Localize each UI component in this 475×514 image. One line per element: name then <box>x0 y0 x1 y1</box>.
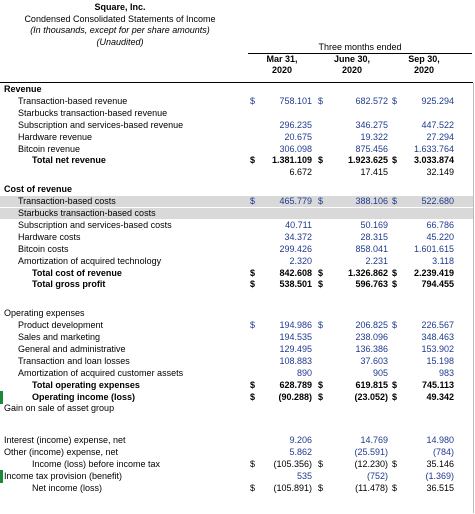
dollar-sign: $ <box>250 267 256 278</box>
header-divider <box>0 82 473 83</box>
row-label: Interest (income) expense, net <box>4 435 126 446</box>
row-label: Revenue <box>4 84 42 94</box>
value-cell <box>392 196 454 207</box>
row-label: Income tax provision (benefit) <box>4 470 123 481</box>
value-text: 20.675 <box>284 131 312 142</box>
value-text: (1.369) <box>425 470 454 481</box>
value-cell <box>392 447 454 458</box>
value-text: 2.320 <box>289 255 312 266</box>
statement-row <box>0 435 473 446</box>
value-cell <box>250 332 312 343</box>
value-cell <box>392 471 454 482</box>
value-cell <box>250 132 312 143</box>
value-text: 2.231 <box>365 255 388 266</box>
value-cell <box>318 120 388 131</box>
cell-marker <box>0 470 3 483</box>
value-text: (784) <box>432 447 454 458</box>
dollar-sign: $ <box>392 482 398 493</box>
dollar-sign: $ <box>250 391 256 402</box>
value-cell <box>392 435 454 446</box>
value-text: 108.883 <box>279 355 312 366</box>
dollar-sign: $ <box>392 155 398 166</box>
row-label: Cost of revenue <box>4 184 73 195</box>
row-label: Amortization of acquired customer assets <box>18 367 184 378</box>
dollar-sign: $ <box>318 482 324 493</box>
value-text: 296.235 <box>279 119 312 130</box>
value-text: 348.463 <box>421 332 454 342</box>
dollar-sign: $ <box>250 279 256 290</box>
value-text: 50.169 <box>360 219 388 230</box>
dollar-sign: $ <box>250 379 256 390</box>
value-cell <box>318 435 388 446</box>
row-label: Operating expenses <box>4 308 85 319</box>
row-label: Transaction and loan losses <box>18 355 130 366</box>
statement-row <box>0 84 473 95</box>
value-cell <box>250 144 312 155</box>
value-cell <box>250 320 312 331</box>
statement-row <box>0 320 473 331</box>
statement-row <box>0 132 473 143</box>
row-label: Hardware revenue <box>18 131 93 142</box>
dollar-sign: $ <box>392 95 398 106</box>
value-cell <box>392 279 454 290</box>
row-label: Subscription and services-based costs <box>18 219 172 230</box>
row-label: Total operating expenses <box>32 379 140 390</box>
row-label: Amortization of acquired technology <box>18 255 162 266</box>
value-text: 1.633.764 <box>413 143 454 154</box>
value-cell <box>392 244 454 255</box>
dollar-sign: $ <box>318 379 324 390</box>
value-text: 905 <box>372 367 388 378</box>
statement-row <box>0 403 473 414</box>
value-cell <box>318 459 388 470</box>
statement-row <box>0 144 473 155</box>
value-cell <box>318 256 388 267</box>
value-text: (90.288) <box>278 391 312 402</box>
value-text: 890 <box>296 367 312 378</box>
value-cell <box>392 380 454 391</box>
value-cell <box>318 167 388 178</box>
row-label: Product development <box>18 320 104 331</box>
value-text: (23.052) <box>354 391 388 402</box>
value-cell <box>318 447 388 458</box>
value-cell <box>392 332 454 343</box>
statement-row <box>0 167 473 178</box>
value-text: 32.149 <box>426 167 454 178</box>
statement-row <box>0 332 473 343</box>
value-text: (105.356) <box>273 459 312 469</box>
value-text: (11.478) <box>355 482 388 493</box>
value-cell <box>250 268 312 279</box>
value-text: 925.294 <box>421 95 454 106</box>
dollar-sign: $ <box>392 459 398 469</box>
value-text: 40.711 <box>285 219 312 230</box>
dollar-sign: $ <box>318 155 324 166</box>
value-cell <box>392 356 454 367</box>
dollar-sign: $ <box>392 267 398 278</box>
statement-row <box>0 196 473 207</box>
value-cell <box>392 232 454 243</box>
row-label: Subscription and services-based revenue <box>18 119 184 130</box>
value-cell <box>392 132 454 143</box>
statement-row <box>0 308 473 319</box>
column-header-q3: Sep 30, 2020 <box>408 54 440 75</box>
value-cell <box>392 144 454 155</box>
value-text: 2.239.419 <box>413 267 454 278</box>
dollar-sign: $ <box>318 391 324 402</box>
statement-row <box>0 96 473 107</box>
dollar-sign: $ <box>318 267 324 278</box>
column-header-q2: June 30, 2020 <box>333 54 371 75</box>
statement-row <box>0 368 473 379</box>
value-cell <box>318 320 388 331</box>
value-cell <box>318 220 388 231</box>
statement-row <box>0 459 473 470</box>
statement-row <box>0 380 473 391</box>
value-cell <box>250 483 312 494</box>
statement-row <box>0 419 473 430</box>
value-cell <box>318 483 388 494</box>
value-text: 535 <box>296 470 312 481</box>
value-text: (12.230) <box>354 459 388 469</box>
value-text: 794.455 <box>421 279 454 290</box>
value-text: 306.098 <box>279 143 312 154</box>
value-text: 226.567 <box>421 320 454 331</box>
row-label: Transaction-based costs <box>18 196 116 207</box>
value-text: 15.198 <box>426 355 454 366</box>
value-text: 66.786 <box>426 219 454 230</box>
dollar-sign: $ <box>318 279 324 290</box>
statement-row <box>0 244 473 255</box>
row-label: General and administrative <box>18 343 126 354</box>
units-note: (In thousands, except for per share amounts) <box>30 25 210 35</box>
value-cell <box>250 96 312 107</box>
value-cell <box>250 279 312 290</box>
value-text: 34.372 <box>284 231 312 242</box>
value-text: 1.923.625 <box>347 155 388 166</box>
value-text: 49.342 <box>426 391 454 402</box>
value-text: 129.495 <box>279 343 312 354</box>
value-text: 1.381.109 <box>271 155 312 166</box>
value-text: 858.041 <box>355 243 388 254</box>
value-cell <box>392 392 454 403</box>
statement-header <box>0 0 240 48</box>
dollar-sign: $ <box>250 482 256 493</box>
value-text: 9.206 <box>289 435 312 446</box>
statement-row <box>0 392 473 403</box>
value-text: 983 <box>438 367 454 378</box>
value-cell <box>392 320 454 331</box>
value-text: 619.815 <box>355 379 388 390</box>
value-text: 35.146 <box>426 459 454 469</box>
value-text: 1.601.615 <box>413 243 454 254</box>
value-text: 36.515 <box>426 482 454 493</box>
value-cell <box>318 132 388 143</box>
dollar-sign: $ <box>392 379 398 390</box>
value-cell <box>250 256 312 267</box>
value-text: 17.415 <box>360 167 388 178</box>
row-label: Operating income (loss) <box>32 391 136 402</box>
value-cell <box>318 196 388 207</box>
value-cell <box>318 279 388 290</box>
statement-row <box>0 184 473 195</box>
statement-title: Condensed Consolidated Statements of Income <box>24 13 216 24</box>
value-text: 465.779 <box>279 196 312 207</box>
value-text: 842.608 <box>279 267 312 278</box>
value-cell <box>250 435 312 446</box>
value-cell <box>250 232 312 243</box>
row-label: Income (loss) before income tax <box>32 459 161 469</box>
value-cell <box>392 344 454 355</box>
period-group-header: Three months ended <box>248 42 472 54</box>
statement-row <box>0 155 473 166</box>
row-label: Starbucks transaction-based revenue <box>18 107 168 118</box>
value-text: (25.591) <box>354 447 388 458</box>
value-cell <box>250 167 312 178</box>
value-text: 14.769 <box>360 435 388 446</box>
dollar-sign: $ <box>250 155 256 166</box>
statement-row <box>0 356 473 367</box>
value-text: (752) <box>366 470 388 481</box>
statement-row <box>0 447 473 458</box>
value-text: (105.891) <box>273 482 312 493</box>
value-text: 628.789 <box>279 379 312 390</box>
dollar-sign: $ <box>250 459 256 469</box>
row-label: Total net revenue <box>32 155 106 166</box>
statement-row <box>0 344 473 355</box>
value-text: 206.825 <box>355 320 388 331</box>
value-text: 27.294 <box>426 131 454 142</box>
value-cell <box>250 244 312 255</box>
statement-row <box>0 220 473 231</box>
value-cell <box>250 380 312 391</box>
value-cell <box>250 471 312 482</box>
right-border <box>473 83 474 513</box>
value-cell <box>318 144 388 155</box>
value-text: 45.220 <box>426 231 454 242</box>
value-cell <box>250 220 312 231</box>
row-label: Bitcoin costs <box>18 243 69 254</box>
value-cell <box>250 356 312 367</box>
statement-row <box>0 108 473 119</box>
value-text: 682.572 <box>355 95 388 106</box>
row-label: Bitcoin revenue <box>18 143 81 154</box>
cell-marker <box>0 391 3 404</box>
value-text: 875.456 <box>355 143 388 154</box>
value-cell <box>250 196 312 207</box>
value-text: 3.118 <box>432 255 454 266</box>
value-cell <box>318 232 388 243</box>
value-text: 596.763 <box>355 279 388 290</box>
value-cell <box>250 120 312 131</box>
value-text: 3.033.874 <box>413 155 454 166</box>
value-cell <box>392 167 454 178</box>
value-text: 194.986 <box>279 320 312 331</box>
value-cell <box>392 483 454 494</box>
value-cell <box>318 356 388 367</box>
value-cell <box>318 244 388 255</box>
row-label: Gain on sale of asset group <box>4 403 115 414</box>
value-text: 19.322 <box>360 131 388 142</box>
row-label: Sales and marketing <box>18 332 101 342</box>
value-text: 388.106 <box>355 196 388 207</box>
statement-row <box>0 471 473 482</box>
statement-row <box>0 256 473 267</box>
statement-row <box>0 268 473 279</box>
value-text: 522.680 <box>421 196 454 207</box>
dollar-sign: $ <box>392 279 398 290</box>
value-cell <box>250 368 312 379</box>
value-cell <box>250 459 312 470</box>
row-label: Hardware costs <box>18 231 81 242</box>
value-text: 6.672 <box>289 167 312 178</box>
column-header-q1: Mar 31, 2020 <box>266 54 298 75</box>
value-cell <box>318 155 388 166</box>
value-text: 745.113 <box>421 379 454 390</box>
dollar-sign: $ <box>392 391 398 402</box>
value-cell <box>392 368 454 379</box>
value-text: 538.501 <box>279 279 312 290</box>
dollar-sign: $ <box>392 320 398 331</box>
value-text: 194.535 <box>279 332 312 342</box>
company-name: Square, Inc. <box>94 2 146 12</box>
value-cell <box>392 256 454 267</box>
value-cell <box>318 344 388 355</box>
row-label: Total gross profit <box>32 279 106 290</box>
audit-note: (Unaudited) <box>96 36 144 47</box>
dollar-sign: $ <box>318 95 324 106</box>
value-cell <box>318 368 388 379</box>
value-cell <box>250 447 312 458</box>
value-text: 346.275 <box>355 119 388 130</box>
value-text: 37.603 <box>360 355 388 366</box>
value-cell <box>250 155 312 166</box>
row-label: Transaction-based revenue <box>18 95 128 106</box>
statement-row <box>0 120 473 131</box>
dollar-sign: $ <box>392 196 398 207</box>
dollar-sign: $ <box>318 320 324 331</box>
value-cell <box>250 344 312 355</box>
statement-row <box>0 208 473 219</box>
dollar-sign: $ <box>318 459 324 469</box>
value-cell <box>318 471 388 482</box>
dollar-sign: $ <box>250 196 256 207</box>
value-cell <box>318 268 388 279</box>
statement-row <box>0 232 473 243</box>
statement-row <box>0 279 473 290</box>
dollar-sign: $ <box>250 95 256 106</box>
statement-row <box>0 483 473 494</box>
statement-row <box>0 291 473 302</box>
value-text: 14.980 <box>426 435 454 446</box>
row-label: Total cost of revenue <box>32 267 122 278</box>
value-text: 136.386 <box>355 343 388 354</box>
value-cell <box>392 268 454 279</box>
value-cell <box>250 392 312 403</box>
value-text: 238.096 <box>355 332 388 342</box>
value-cell <box>392 220 454 231</box>
value-cell <box>318 96 388 107</box>
value-cell <box>392 120 454 131</box>
value-cell <box>392 96 454 107</box>
value-text: 447.522 <box>421 119 454 130</box>
row-label: Net income (loss) <box>32 482 103 493</box>
value-text: 299.426 <box>279 243 312 254</box>
row-label: Other (income) expense, net <box>4 447 119 458</box>
dollar-sign: $ <box>250 320 256 331</box>
dollar-sign: $ <box>318 196 324 207</box>
value-cell <box>318 332 388 343</box>
value-text: 153.902 <box>421 343 454 354</box>
value-text: 28.315 <box>360 231 388 242</box>
value-cell <box>318 380 388 391</box>
value-text: 758.101 <box>279 95 312 106</box>
value-cell <box>318 392 388 403</box>
value-cell <box>392 155 454 166</box>
value-text: 1.326.862 <box>347 267 388 278</box>
value-text: 5.862 <box>289 447 312 458</box>
row-label: Starbucks transaction-based costs <box>18 208 156 218</box>
value-cell <box>392 459 454 470</box>
